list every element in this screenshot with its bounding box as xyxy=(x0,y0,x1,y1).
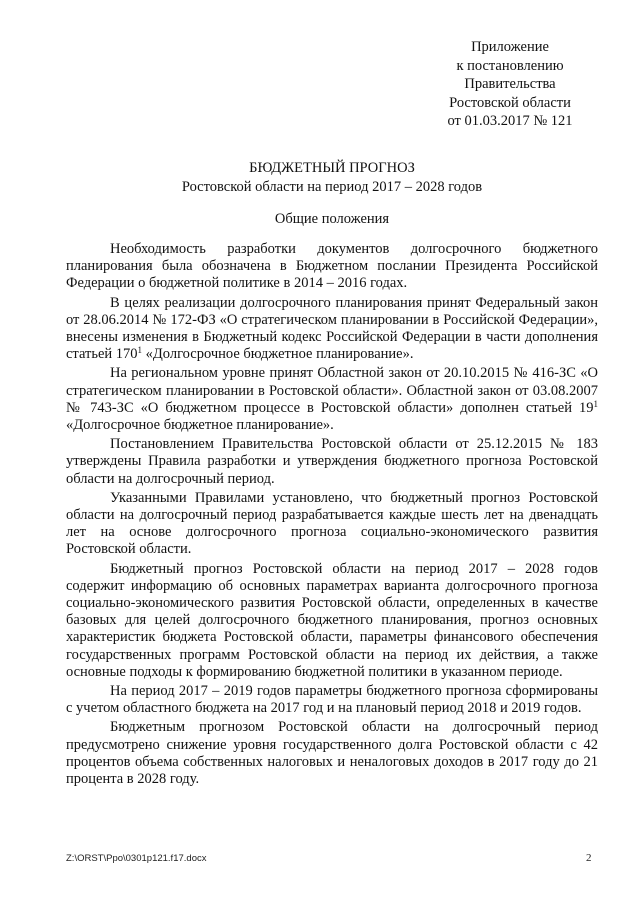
superscript: 1 xyxy=(137,345,143,356)
body-text xyxy=(66,241,598,790)
appendix-line: от 01.03.2017 № 121 xyxy=(447,113,573,129)
section-heading: Общие положения xyxy=(274,211,390,227)
appendix-line: Приложение xyxy=(471,39,549,55)
appendix-line: Правительства xyxy=(464,76,556,92)
page-number: 2 xyxy=(586,852,592,864)
paragraph-text: В целях реализации долгосрочного планирования принят Федеральный закон от 28.06.2014 № 172-ФЗ «О стратегическом планировании в Российской Федерации», внесены изменения в Бюджетный кодекс Российской Федерации в части дополнения статьей 170 xyxy=(66,294,598,363)
title-sub: Ростовской области на период 2017 – 2028 годов xyxy=(181,179,483,195)
superscript: 1 xyxy=(593,398,598,409)
paragraph: Постановлением Правительства Ростовской области от 25.12.2015 № 183 утверждены Правила разработки и утверждения бюджетного прогноза Ростовской области на долгосрочный период. xyxy=(66,436,598,487)
appendix-line: к постановлению xyxy=(456,57,564,74)
paragraph-text: «Долгосрочное бюджетное планирование». xyxy=(66,417,334,434)
footer-file-path: Z:\ORST\Ppo\0301p121.f17.docx xyxy=(66,853,207,864)
title-main: БЮДЖЕТНЫЙ ПРОГНОЗ xyxy=(249,160,415,176)
paragraph xyxy=(66,365,598,434)
paragraph-text: На региональном уровне принят Областной закон от 20.10.2015 № 416-ЗС «О стратегическом планировании в Ростовской области». Областной закон от 03.08.2007 № 743-ЗС «О бюджетном процессе в Ростовской области» дополнен статьей 19 xyxy=(66,365,598,416)
paragraph: Бюджетный прогноз Ростовской области на период 2017 – 2028 годов содержит информацию об основных параметрах варианта долгосрочного прогноза социально-экономического развития Ростовской области, определенных в качестве базовых для целей долгосрочного бюджетного планирования, прогноз основных характеристик бюджета Ростовской области, параметры финансового обеспечения государственных программ Ростовской области на период их действия, а также основные подходы к формированию бюджетной политики в указанном периоде. xyxy=(66,560,598,680)
paragraph: Бюджетным прогнозом Ростовской области на долгосрочный период предусмотрено снижение уровня государственного долга Ростовской области с 42 процентов объема собственных налоговых и неналоговых доходов в 2017 году до 21 процента в 2028 году. xyxy=(66,719,598,788)
document-title xyxy=(82,159,582,197)
paragraph: Указанными Правилами установлено, что бюджетный прогноз Ростовской области на долгосрочный период разрабатывается каждые шесть лет на двенадцать лет на основе долгосрочного прогноза социально-экономического развития Ростовской области. xyxy=(66,489,598,558)
appendix-line: Ростовской области xyxy=(449,94,571,111)
paragraph-text: «Долгосрочное бюджетное планирование». xyxy=(142,346,414,363)
paragraph xyxy=(66,295,598,364)
paragraph: Необходимость разработки документов долгосрочного бюджетного планирования была обозначена в Бюджетном послании Президента Российской Федерации о бюджетной политике в 2014 – 2016 годах. xyxy=(66,241,598,292)
paragraph: На период 2017 – 2019 годов параметры бюджетного прогноза сформированы с учетом областного бюджета на 2017 год и на плановый период 2018 и 2019 годов. xyxy=(66,683,598,717)
appendix-header xyxy=(420,38,600,131)
